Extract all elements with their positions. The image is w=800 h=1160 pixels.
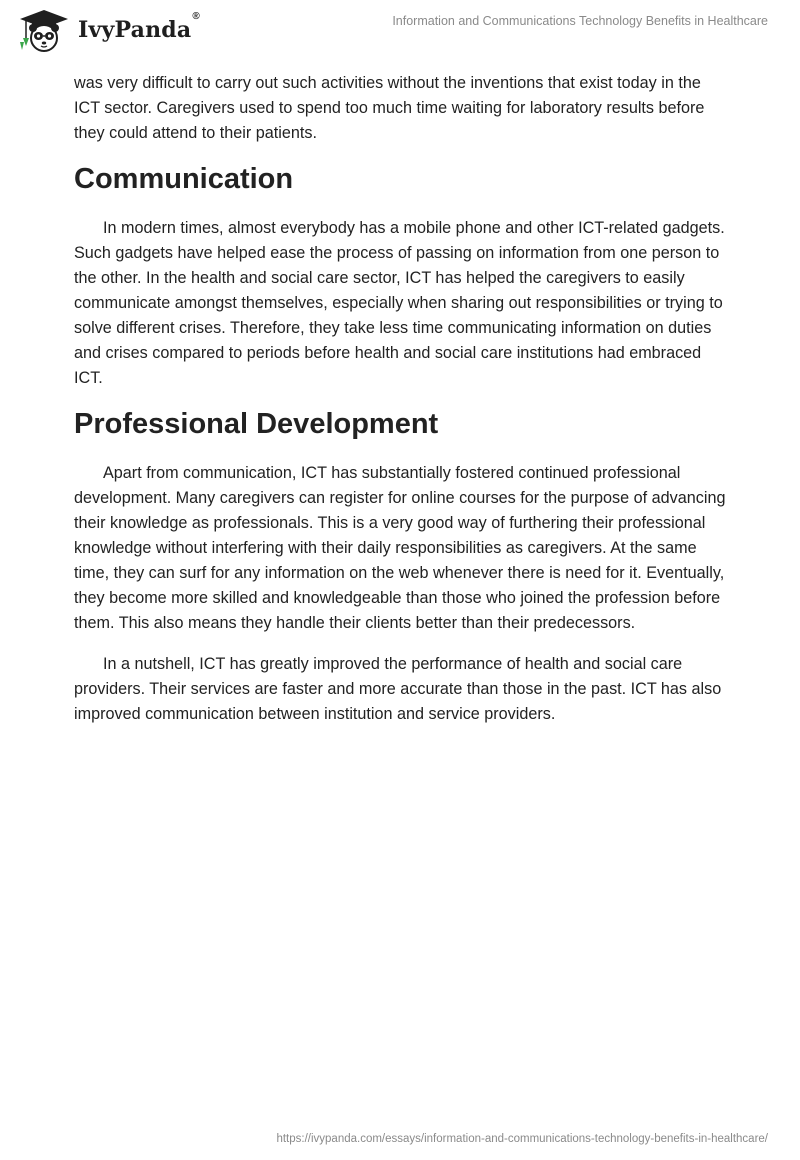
conclusion-paragraph: In a nutshell, ICT has greatly improved the performance of health and social care providers. Their services are faster and more accurate than those in the past. ICT has also improved communication between institution and service providers. (74, 655, 722, 723)
source-url-link[interactable]: https://ivypanda.com/essays/information-and-communications-technology-benefits-in-healthcare/ (276, 1133, 768, 1145)
page-header (0, 0, 800, 60)
intro-continuation-paragraph: was very difficult to carry out such activities without the inventions that exist today in the ICT sector. Caregivers used to spend too much time waiting for laboratory results before they could attend to their patients. (74, 74, 705, 142)
professional-development-paragraph: Apart from communication, ICT has substantially fostered continued professional development. Many caregivers can register for online courses for the purpose of advancing their knowledge as professionals. This is a very good way of furthering their professional knowledge without interfering with their daily responsibilities as caregivers. At the same time, they can surf for any information on the web whenever there is need for it. Eventually, they become more skilled and knowledgeable than those who joined the profession before them. This also means they handle their clients better than their predecessors. (74, 464, 726, 632)
section-heading-communication: Communication (74, 163, 294, 195)
panda-graduation-cap-logo-icon (14, 8, 74, 52)
registered-mark: ® (192, 11, 200, 22)
brand-name: IvyPanda® (78, 11, 200, 43)
document-title: Information and Communications Technology Benefits in Healthcare (392, 14, 768, 28)
ivypanda-logo[interactable] (14, 8, 200, 52)
essay-body (74, 71, 730, 743)
section-heading-professional-development: Professional Development (74, 408, 439, 440)
communication-paragraph: In modern times, almost everybody has a mobile phone and other ICT-related gadgets. Such gadgets have helped ease the process of passing on information from one person to the other. In the health and social care sector, ICT has helped the caregivers to easily communicate amongst themselves, especially when sharing out responsibilities or trying to solve different crises. Therefore, they take less time communicating information on duties and crises compared to periods before health and social care institutions had embraced ICT. (74, 219, 725, 387)
